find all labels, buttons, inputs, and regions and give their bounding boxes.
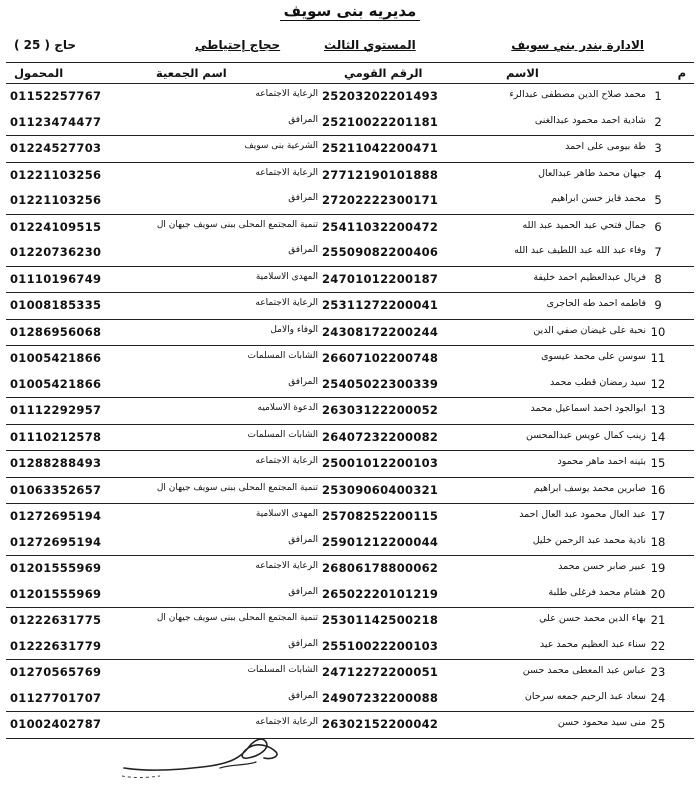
phone-cell: 01222631775 xyxy=(10,613,102,627)
association-cell: الشرعية بنى سويف xyxy=(244,141,318,151)
association-cell: المرافق xyxy=(288,245,318,255)
column-header-number: م xyxy=(677,66,686,80)
row-number-cell: 14 xyxy=(650,429,666,444)
phone-cell: 01272695194 xyxy=(10,509,102,523)
phone-cell: 01222631779 xyxy=(10,638,102,653)
national-id-cell: 26806178800062 xyxy=(322,561,439,575)
name-cell: بهاء الدين محمد حسن علي xyxy=(539,613,646,624)
national-id-cell: 25901212200044 xyxy=(322,534,439,549)
association-cell: الدعوة الاسلاميه xyxy=(257,403,318,413)
table-row xyxy=(6,267,694,293)
row-group xyxy=(6,478,694,505)
row-number-cell: 24 xyxy=(650,690,666,705)
row-number-cell: 2 xyxy=(654,114,662,129)
row-group xyxy=(6,320,694,347)
row-group xyxy=(6,425,694,452)
association-cell: الرعاية الاجتماعه xyxy=(255,298,318,308)
association-cell: الشابات المسلمات xyxy=(247,665,318,675)
name-cell: هشام محمد فرغلى طلبة xyxy=(548,586,646,598)
table-row xyxy=(6,293,694,319)
table-row xyxy=(6,110,694,136)
name-cell: زينب كمال عويس عبدالمحسن xyxy=(525,429,646,441)
row-number-cell: 5 xyxy=(654,193,662,207)
row-number-cell: 18 xyxy=(650,534,666,549)
national-id-cell: 25405022300339 xyxy=(322,376,439,391)
column-header-national-id: الرقم القومي xyxy=(344,66,423,80)
row-group xyxy=(6,267,694,294)
phone-cell: 01201555969 xyxy=(10,561,102,575)
row-group xyxy=(6,660,694,712)
row-number-cell: 7 xyxy=(654,245,662,259)
row-group xyxy=(6,398,694,425)
association-cell: تنمية المجتمع المحلى ببنى سويف جيهان ال xyxy=(156,219,318,230)
name-cell: محمد فايز حسن ابراهيم xyxy=(550,193,646,204)
name-cell: فريال عبدالعظيم احمد خليفة xyxy=(533,271,646,283)
association-cell: المرافق xyxy=(288,193,318,203)
phone-cell: 01110212578 xyxy=(10,429,102,444)
phone-cell: 01063352657 xyxy=(10,482,102,497)
phone-cell: 01123474477 xyxy=(10,114,102,129)
table-row xyxy=(6,215,694,241)
phone-cell: 01221103256 xyxy=(10,193,102,207)
row-group xyxy=(6,504,694,556)
association-cell: المرافق xyxy=(288,586,318,597)
national-id-cell: 24308172200244 xyxy=(322,324,439,339)
table-row xyxy=(6,163,694,189)
row-number-cell: 3 xyxy=(654,141,662,155)
national-id-cell: 25001012200103 xyxy=(322,456,439,470)
phone-cell: 01221103256 xyxy=(10,167,102,182)
phone-cell: 01110196749 xyxy=(10,271,102,286)
association-cell: الرعاية الاجتماعه xyxy=(255,89,318,99)
row-group xyxy=(6,346,694,398)
association-cell: الرعاية الاجتماعه xyxy=(255,717,318,727)
row-number-cell: 17 xyxy=(650,509,666,523)
national-id-cell: 26303122200052 xyxy=(322,403,439,417)
name-cell: نحبة على غيضان صفي الدين xyxy=(533,324,646,336)
national-id-cell: 25708252200115 xyxy=(322,509,439,523)
name-cell: منى سيد محمود حسن xyxy=(557,717,646,728)
association-cell: تنمية المجتمع المحلى ببنى سويف جيهان ال xyxy=(156,613,318,623)
row-number-cell: 16 xyxy=(650,482,666,497)
national-id-cell: 25203202201493 xyxy=(322,89,439,103)
row-group xyxy=(6,215,694,267)
row-number-cell: 1 xyxy=(654,89,662,103)
phone-cell: 01201555969 xyxy=(10,586,102,601)
table-row xyxy=(6,398,694,424)
name-cell: بثينه احمد ماهر محمود xyxy=(557,456,646,467)
row-number-cell: 9 xyxy=(654,298,662,312)
row-group xyxy=(6,451,694,478)
national-id-cell: 26407232200082 xyxy=(322,429,439,444)
name-cell: سيد رمضان قطب محمد xyxy=(549,376,646,388)
row-number-cell: 15 xyxy=(650,456,666,470)
table-row xyxy=(6,136,694,162)
association-cell: الرعاية الاجتماعه xyxy=(255,561,318,571)
name-cell: طة بيومى على احمد xyxy=(565,141,646,152)
row-number-cell: 21 xyxy=(650,613,666,627)
row-number-cell: 10 xyxy=(650,324,666,339)
phone-cell: 01127701707 xyxy=(10,690,102,705)
name-cell: ابوالجود احمد اسماعيل محمد xyxy=(530,403,646,414)
table-row xyxy=(6,556,694,582)
name-cell: سوسن على محمد عيسوى xyxy=(541,351,646,362)
national-id-cell: 25509082200406 xyxy=(322,245,439,259)
phone-cell: 01224527703 xyxy=(10,141,102,155)
name-cell: جيهان محمد طاهر عبدالعال xyxy=(538,167,646,179)
name-cell: صابرين محمد يوسف ابراهيم xyxy=(533,482,646,494)
national-id-cell: 24701012200187 xyxy=(322,271,439,286)
table-row xyxy=(6,504,694,530)
phone-cell: 01286956068 xyxy=(10,324,102,339)
association-cell: الوفاء والامل xyxy=(270,324,318,335)
table-row xyxy=(6,478,694,504)
phone-cell: 01005421866 xyxy=(10,376,102,391)
table-row xyxy=(6,712,694,738)
national-id-cell: 24907232200088 xyxy=(322,690,439,705)
row-group xyxy=(6,293,694,320)
pilgrim-count: ( 25 ) حاج xyxy=(14,38,77,52)
phone-cell: 01224109515 xyxy=(10,219,102,234)
association-cell: المرافق xyxy=(288,638,318,649)
table-row xyxy=(6,582,694,608)
association-cell: الشابات المسلمات xyxy=(247,351,318,361)
table-row xyxy=(6,425,694,451)
table-body xyxy=(6,84,694,739)
association-cell: تنمية المجتمع المحلى ببنى سويف جيهان ال xyxy=(156,482,318,493)
table-header xyxy=(6,62,694,84)
row-group xyxy=(6,136,694,163)
national-id-cell: 25210022201181 xyxy=(322,114,439,129)
national-id-cell: 27202222300171 xyxy=(322,193,439,207)
administration-label: الادارة بندر بني سويف xyxy=(511,38,644,52)
table-row xyxy=(6,240,694,266)
association-cell: المرافق xyxy=(288,690,318,701)
phone-cell: 01008185335 xyxy=(10,298,102,312)
phone-cell: 01220736230 xyxy=(10,245,102,259)
name-cell: جمال فتحي عبد الحميد عبد الله xyxy=(522,219,646,231)
reserve-label: حجاج إحتياطي xyxy=(195,38,281,52)
column-header-name: الاسم xyxy=(506,66,539,80)
association-cell: الرعاية الاجتماعه xyxy=(255,167,318,178)
row-group xyxy=(6,84,694,136)
row-group xyxy=(6,608,694,660)
row-group xyxy=(6,712,694,739)
phone-cell: 01005421866 xyxy=(10,351,102,365)
phone-cell: 01152257767 xyxy=(10,89,102,103)
national-id-cell: 24712272200051 xyxy=(322,665,439,679)
phone-cell: 01002402787 xyxy=(10,717,102,731)
name-cell: عبد العال محمود عبد العال احمد xyxy=(519,509,646,520)
table-row xyxy=(6,346,694,372)
row-group xyxy=(6,163,694,215)
table-row xyxy=(6,660,694,686)
row-number-cell: 6 xyxy=(654,219,662,234)
row-number-cell: 20 xyxy=(650,586,666,601)
name-cell: وفاء عبد الله عبد اللطيف عبد الله xyxy=(514,245,646,256)
association-cell: الشابات المسلمات xyxy=(247,429,318,440)
row-number-cell: 23 xyxy=(650,665,666,679)
row-number-cell: 8 xyxy=(654,271,662,286)
national-id-cell: 25311272200041 xyxy=(322,298,439,312)
association-cell: المهدى الاسلامية xyxy=(255,509,318,519)
row-number-cell: 4 xyxy=(654,167,662,182)
table-row xyxy=(6,634,694,660)
association-cell: المهدى الاسلامية xyxy=(255,271,318,282)
pilgrims-table xyxy=(6,62,694,739)
row-number-cell: 22 xyxy=(650,638,666,653)
national-id-cell: 27712190101888 xyxy=(322,167,439,182)
row-number-cell: 19 xyxy=(650,561,666,575)
table-row xyxy=(6,84,694,110)
table-row xyxy=(6,320,694,346)
national-id-cell: 25301142500218 xyxy=(322,613,439,627)
national-id-cell: 25211042200471 xyxy=(322,141,439,155)
association-cell: المرافق xyxy=(288,114,318,125)
column-header-association: اسم الجمعية xyxy=(156,66,227,80)
name-cell: شادية احمد محمود عبدالغنى xyxy=(534,114,646,126)
phone-cell: 01270565769 xyxy=(10,665,102,679)
name-cell: محمد صلاح الدين مصطفى عبدالرء xyxy=(509,89,646,100)
table-row xyxy=(6,372,694,398)
level-label: المستوي الثالث xyxy=(324,38,416,52)
name-cell: فاطمه احمد طه الحاجرى xyxy=(546,298,646,309)
page-title: مديريه بنى سويف xyxy=(0,2,700,20)
row-number-cell: 11 xyxy=(650,351,666,365)
association-cell: الرعاية الاجتماعه xyxy=(255,456,318,466)
national-id-cell: 26502220101219 xyxy=(322,586,439,601)
name-cell: عبير صابر حسن محمد xyxy=(558,561,646,572)
row-group xyxy=(6,556,694,608)
national-id-cell: 25309060400321 xyxy=(322,482,439,497)
name-cell: عباس عبد المعطى محمد حسن xyxy=(522,665,646,676)
association-cell: المرافق xyxy=(288,534,318,545)
association-cell: المرافق xyxy=(288,376,318,387)
phone-cell: 01112292957 xyxy=(10,403,102,417)
table-row xyxy=(6,686,694,712)
table-row xyxy=(6,188,694,214)
row-number-cell: 13 xyxy=(650,403,666,417)
national-id-cell: 26302152200042 xyxy=(322,717,439,731)
signature xyxy=(120,728,290,784)
name-cell: سعاد عبد الرحيم جمعه سرحان xyxy=(524,690,646,702)
row-number-cell: 25 xyxy=(650,717,666,731)
national-id-cell: 25510022200103 xyxy=(322,638,439,653)
phone-cell: 01272695194 xyxy=(10,534,102,549)
row-number-cell: 12 xyxy=(650,376,666,391)
national-id-cell: 26607102200748 xyxy=(322,351,439,365)
table-row xyxy=(6,451,694,477)
column-header-phone: المحمول xyxy=(14,66,64,80)
table-row xyxy=(6,530,694,556)
name-cell: سناء عبد العظيم محمد عيد xyxy=(539,638,646,650)
table-row xyxy=(6,608,694,634)
national-id-cell: 25411032200472 xyxy=(322,219,439,234)
phone-cell: 01288288493 xyxy=(10,456,102,470)
name-cell: نادية محمد عبد الرحمن خليل xyxy=(532,534,646,546)
